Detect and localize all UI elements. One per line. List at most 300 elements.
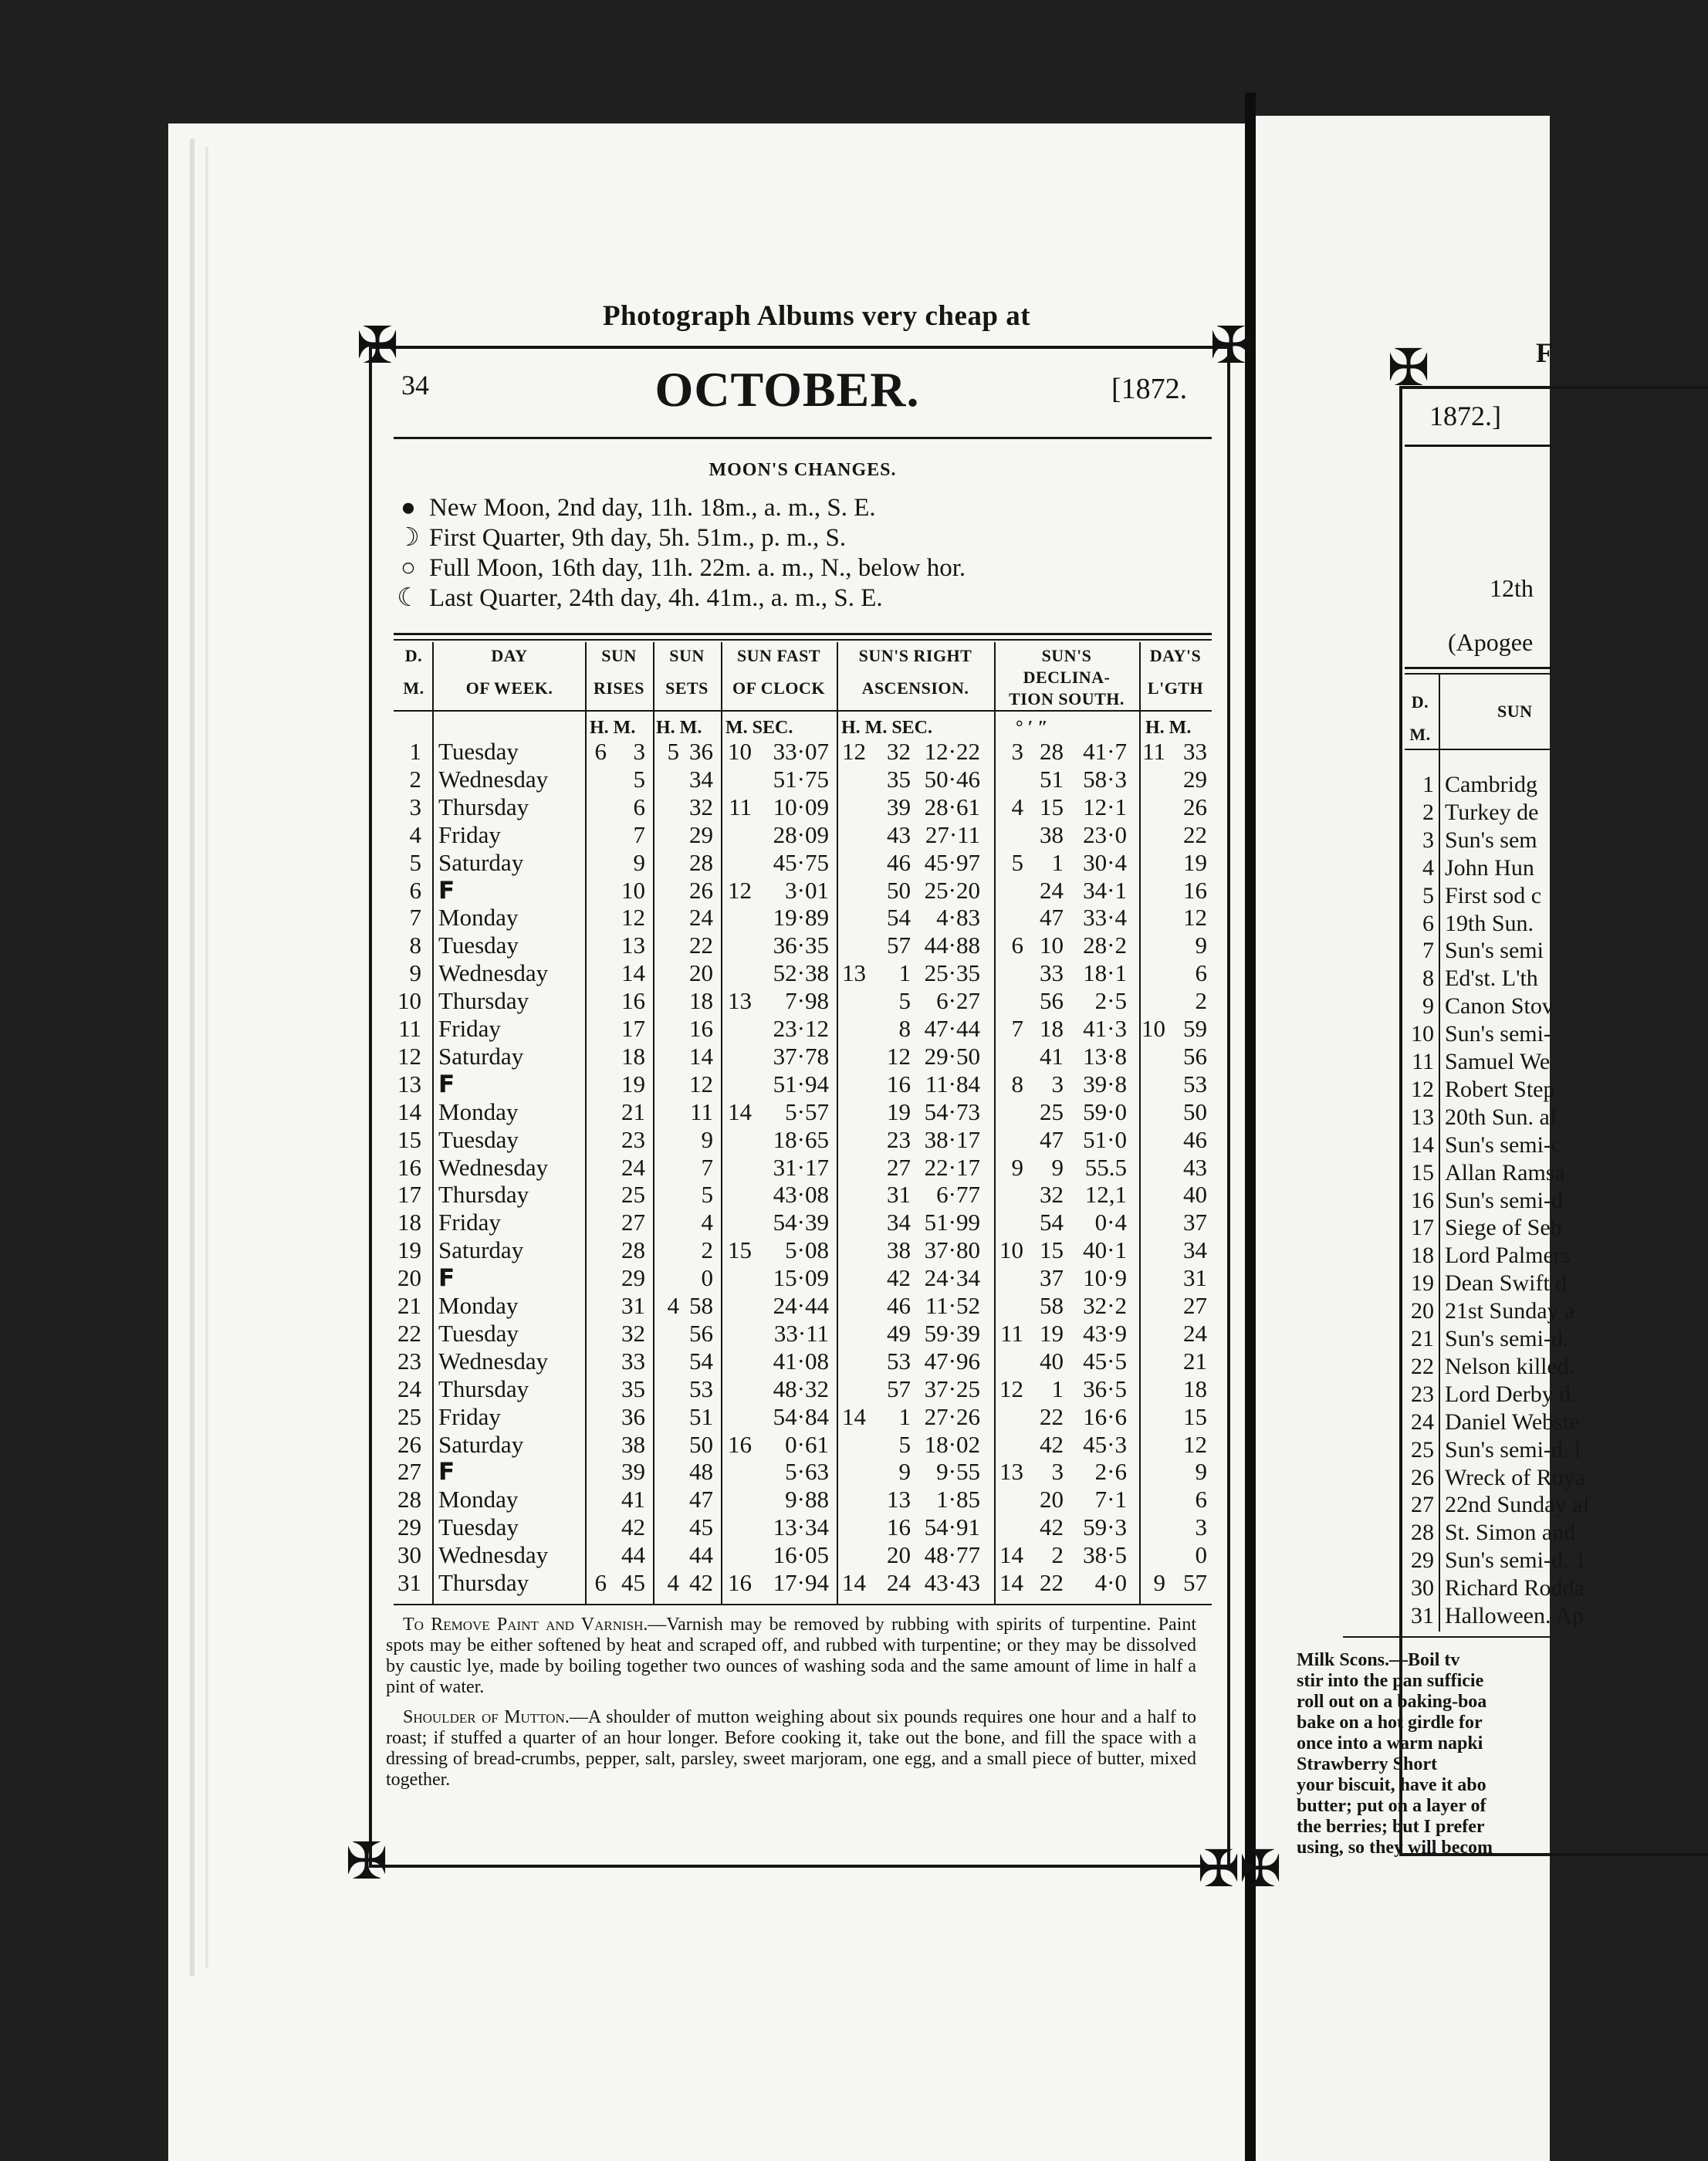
cell-dec-seconds: 13·8 — [1083, 1042, 1127, 1070]
cell-ra-minute: 38 — [887, 1236, 911, 1264]
cell-dec-seconds: 23·0 — [1083, 820, 1127, 848]
cell-dec-minutes: 38 — [1040, 820, 1064, 848]
cross-ornament-icon: ✠ — [345, 1834, 388, 1890]
cell-day-of-month: 24 — [397, 1375, 421, 1402]
col-header-right-ascension: SUN'S RIGHT ASCENSION. — [858, 646, 972, 698]
right-day-number: 24 — [1411, 1409, 1434, 1435]
cell-day-of-month: 7 — [409, 904, 421, 932]
cell-fast-seconds: 24·44 — [773, 1292, 829, 1319]
cell-ra-minute: 5 — [898, 1430, 911, 1458]
cell-rise-minute: 27 — [621, 1209, 645, 1236]
cell-set-minute: 7 — [701, 1153, 713, 1181]
cell-dec-seconds: 18·1 — [1083, 959, 1127, 987]
cell-length-minutes: 12 — [1183, 1430, 1207, 1458]
cell-length-minutes: 21 — [1183, 1347, 1207, 1375]
cell-set-minute: 18 — [689, 987, 713, 1015]
right-day-number: 2 — [1422, 799, 1434, 825]
cell-ra-minute: 1 — [898, 1402, 911, 1430]
cell-ra-minute: 57 — [887, 932, 911, 959]
cell-day-of-month: 27 — [397, 1458, 421, 1486]
cell-dec-seconds: 41·3 — [1083, 1015, 1127, 1042]
cell-rise-minute: 7 — [633, 820, 645, 848]
cell-day-of-month: 4 — [409, 820, 421, 848]
right-day-number: 4 — [1422, 854, 1434, 881]
cell-ra-seconds: 54·91 — [924, 1513, 980, 1541]
cell-day-of-month: 22 — [397, 1319, 421, 1347]
new-moon-icon: ● — [401, 494, 416, 522]
moon-phase-row — [395, 554, 966, 582]
right-note-line: using, so they will becom — [1297, 1838, 1493, 1858]
subheader-right-ascension: H. M. SEC. — [841, 718, 933, 738]
cell-ra-minute: 32 — [887, 738, 911, 765]
cell-rise-hour: 6 — [594, 738, 607, 765]
cell-day-of-week: F — [438, 1458, 455, 1486]
cell-set-minute: 5 — [701, 1181, 713, 1209]
cell-rise-minute: 24 — [621, 1153, 645, 1181]
note-text: —Varnish may be removed by rubbing with spirits of turpentine. Paint spots may be either softened by heat and scraped off, and rubbed with turpentine; or they may be dissolved by caustic lye, made by boiling together two ounces of washing soda and the same amount of lime in half a pint of water. — [386, 1615, 1196, 1697]
right-col-header-dm: D. M. — [1409, 692, 1431, 744]
cell-ra-seconds: 50·46 — [924, 765, 980, 793]
right-event-text: Sun's semi-d. l — [1445, 1436, 1581, 1463]
right-column-divider — [1439, 675, 1440, 1632]
cell-ra-hour: 12 — [842, 738, 866, 765]
cell-dec-minutes: 15 — [1040, 1236, 1064, 1264]
cell-ra-seconds: 6·27 — [936, 987, 980, 1015]
cell-ra-seconds: 18·02 — [924, 1430, 980, 1458]
cell-ra-seconds: 48·77 — [924, 1541, 980, 1569]
cell-rise-minute: 16 — [621, 987, 645, 1015]
cell-dec-seconds: 51·0 — [1083, 1125, 1127, 1153]
right-day-number: 30 — [1411, 1575, 1434, 1601]
right-day-number: 10 — [1411, 1021, 1434, 1047]
right-note-line: the berries; but I prefer — [1297, 1817, 1485, 1837]
subheader-declination: ° ′ ″ — [1016, 718, 1048, 738]
cell-length-minutes: 26 — [1183, 793, 1207, 820]
cell-fast-seconds: 9·88 — [785, 1486, 829, 1513]
cell-length-minutes: 0 — [1195, 1541, 1207, 1569]
cell-ra-seconds: 37·25 — [924, 1375, 980, 1402]
cell-dec-seconds: 32·2 — [1083, 1292, 1127, 1319]
cell-rise-minute: 6 — [633, 793, 645, 820]
cell-set-minute: 45 — [689, 1513, 713, 1541]
cell-rise-minute: 5 — [633, 765, 645, 793]
cell-dec-minutes: 40 — [1040, 1347, 1064, 1375]
cell-dec-seconds: 2·5 — [1094, 987, 1127, 1015]
cell-day-of-week: Thursday — [438, 987, 529, 1015]
cell-dec-seconds: 38·5 — [1083, 1541, 1127, 1569]
cell-rise-minute: 31 — [621, 1292, 645, 1319]
right-event-text: Nelson killed. — [1445, 1353, 1575, 1379]
right-day-number: 31 — [1411, 1603, 1434, 1628]
cell-dec-degrees: 6 — [1011, 932, 1023, 959]
page-number: 34 — [401, 370, 429, 401]
cell-dec-seconds: 10·9 — [1083, 1264, 1127, 1292]
cell-ra-minute: 19 — [887, 1097, 911, 1125]
cell-dec-minutes: 24 — [1040, 876, 1064, 904]
right-event-text: Robert Step — [1445, 1076, 1555, 1102]
cell-ra-seconds: 59·39 — [924, 1319, 980, 1347]
cell-dec-degrees: 11 — [1000, 1319, 1023, 1347]
right-col-header-sun: SUN — [1497, 702, 1533, 721]
cell-rise-minute: 41 — [621, 1486, 645, 1513]
cell-set-minute: 20 — [689, 959, 713, 987]
cell-ra-seconds: 47·96 — [924, 1347, 980, 1375]
moon-phase-row — [395, 524, 846, 552]
cell-dec-minutes: 56 — [1040, 987, 1064, 1015]
cell-fast-seconds: 18·65 — [773, 1125, 829, 1153]
right-day-number: 23 — [1411, 1381, 1434, 1407]
cell-set-minute: 29 — [689, 820, 713, 848]
cell-dec-minutes: 42 — [1040, 1430, 1064, 1458]
cell-dec-degrees: 14 — [999, 1541, 1023, 1569]
cell-dec-minutes: 32 — [1040, 1181, 1064, 1209]
cell-ra-minute: 1 — [898, 959, 911, 987]
cell-ra-minute: 16 — [887, 1513, 911, 1541]
cell-length-minutes: 37 — [1183, 1209, 1207, 1236]
cell-day-of-month: 13 — [397, 1070, 421, 1097]
right-day-number: 16 — [1411, 1187, 1434, 1213]
right-note-line: once into a warm napki — [1297, 1733, 1483, 1753]
right-header-rule — [1405, 749, 1551, 750]
cell-length-minutes: 19 — [1183, 848, 1207, 876]
cell-fast-seconds: 0·61 — [785, 1430, 829, 1458]
cell-dec-seconds: 33·4 — [1083, 904, 1127, 932]
cell-rise-minute: 39 — [621, 1458, 645, 1486]
cell-dec-minutes: 22 — [1040, 1402, 1064, 1430]
cell-rise-minute: 3 — [633, 738, 645, 765]
cell-dec-degrees: 14 — [999, 1569, 1023, 1596]
right-day-number: 9 — [1422, 993, 1434, 1020]
cell-rise-minute: 9 — [633, 848, 645, 876]
household-notes — [386, 1615, 1196, 1800]
right-note-line: bake on a hot girdle for — [1297, 1713, 1483, 1733]
cell-rise-minute: 10 — [621, 876, 645, 904]
cell-length-minutes: 43 — [1183, 1153, 1207, 1181]
cell-dec-degrees: 10 — [999, 1236, 1023, 1264]
cell-set-minute: 54 — [689, 1347, 713, 1375]
cell-day-of-week: Friday — [438, 820, 501, 848]
right-note-line: Milk Scons.—Boil tv — [1297, 1650, 1460, 1670]
cell-ra-minute: 49 — [887, 1319, 911, 1347]
cell-day-of-week: Tuesday — [438, 738, 519, 765]
cell-set-minute: 32 — [689, 793, 713, 820]
cell-day-of-month: 26 — [397, 1430, 421, 1458]
cell-rise-minute: 14 — [621, 959, 645, 987]
cell-length-minutes: 12 — [1183, 904, 1207, 932]
cell-day-of-week: Friday — [438, 1209, 501, 1236]
right-event-text: 21st Sunday a — [1445, 1298, 1575, 1324]
cell-fast-minute: 12 — [728, 876, 752, 904]
cell-set-minute: 14 — [689, 1042, 713, 1070]
right-day-number: 12 — [1411, 1076, 1434, 1102]
right-event-text: St. Simon and — [1445, 1520, 1576, 1546]
cell-ra-minute: 34 — [887, 1209, 911, 1236]
right-event-text: Lord Palmers — [1445, 1243, 1571, 1269]
right-day-number: 7 — [1422, 938, 1434, 964]
cell-dec-minutes: 42 — [1040, 1513, 1064, 1541]
title-rule — [394, 437, 1212, 439]
cell-day-of-month: 15 — [397, 1125, 421, 1153]
cell-length-minutes: 56 — [1183, 1042, 1207, 1070]
cell-dec-seconds: 43·9 — [1083, 1319, 1127, 1347]
right-day-number: 19 — [1411, 1270, 1434, 1297]
cell-day-of-month: 5 — [409, 848, 421, 876]
moon-phase-text: New Moon, 2nd day, 11h. 18m., a. m., S. E. — [429, 494, 876, 522]
cell-set-minute: 42 — [689, 1569, 713, 1596]
cell-dec-seconds: 30·4 — [1083, 848, 1127, 876]
cell-set-hour: 4 — [667, 1569, 679, 1596]
cell-length-minutes: 53 — [1183, 1070, 1207, 1097]
cell-day-of-week: Monday — [438, 1292, 519, 1319]
cell-day-of-month: 19 — [397, 1236, 421, 1264]
cell-rise-minute: 18 — [621, 1042, 645, 1070]
cell-ra-seconds: 37·80 — [924, 1236, 980, 1264]
cell-length-minutes: 18 — [1183, 1375, 1207, 1402]
cell-dec-minutes: 3 — [1051, 1070, 1064, 1097]
cell-dec-seconds: 45·5 — [1083, 1347, 1127, 1375]
cell-rise-minute: 42 — [621, 1513, 645, 1541]
cell-dec-minutes: 28 — [1040, 738, 1064, 765]
cell-day-of-week: Saturday — [438, 848, 524, 876]
note-text: —A shoulder of mutton weighing about six pounds requires one hour and a half to roast; if stuffed a quarter of an hour longer. Before cooking it, take out the bone, and fill the space with a dressing of bread-crumbs, pepper, salt, parsley, sweet marjoram, one egg, and a small piece of butter, mixed together. — [386, 1707, 1196, 1790]
cell-set-minute: 12 — [689, 1070, 713, 1097]
cell-day-of-month: 12 — [397, 1042, 421, 1070]
cell-dec-degrees: 8 — [1011, 1070, 1023, 1097]
right-day-number: 17 — [1411, 1215, 1434, 1241]
cell-ra-minute: 43 — [887, 820, 911, 848]
cell-dec-seconds: 16·6 — [1083, 1402, 1127, 1430]
cell-set-minute: 36 — [689, 738, 713, 765]
cell-dec-seconds: 45·3 — [1083, 1430, 1127, 1458]
cell-dec-minutes: 9 — [1051, 1153, 1064, 1181]
cell-fast-seconds: 15·09 — [773, 1264, 829, 1292]
cell-day-of-month: 6 — [409, 876, 421, 904]
cross-ornament-icon: ✠ — [1209, 318, 1253, 374]
cell-ra-minute: 20 — [887, 1541, 911, 1569]
cell-fast-seconds: 54·39 — [773, 1209, 829, 1236]
cell-ra-seconds: 25·20 — [924, 876, 980, 904]
right-event-text: Siege of Seb — [1445, 1215, 1562, 1241]
right-year-label: 1872.] — [1429, 401, 1501, 431]
table-top-rule — [394, 639, 1212, 641]
cell-dec-seconds: 0·4 — [1094, 1209, 1127, 1236]
col-header-sunset: SUN SETS — [665, 646, 709, 698]
cell-ra-seconds: 27·11 — [925, 820, 980, 848]
cell-day-of-month: 3 — [409, 793, 421, 820]
cell-length-hours: 9 — [1153, 1569, 1165, 1596]
cell-day-of-week: Wednesday — [438, 1347, 549, 1375]
cell-length-minutes: 9 — [1195, 932, 1207, 959]
cell-day-of-month: 2 — [409, 765, 421, 793]
right-event-text: Turkey de — [1445, 799, 1539, 825]
cell-dec-seconds: 7·1 — [1094, 1486, 1127, 1513]
cell-dec-minutes: 25 — [1040, 1097, 1064, 1125]
moon-changes-title: MOON'S CHANGES. — [709, 460, 897, 480]
cell-rise-minute: 32 — [621, 1319, 645, 1347]
cell-set-minute: 4 — [701, 1209, 713, 1236]
right-day-number: 13 — [1411, 1104, 1434, 1130]
cell-ra-seconds: 29·50 — [924, 1042, 980, 1070]
cell-fast-seconds: 13·34 — [773, 1513, 829, 1541]
cell-dec-degrees: 7 — [1011, 1015, 1023, 1042]
cell-rise-minute: 38 — [621, 1430, 645, 1458]
cell-day-of-week: Thursday — [438, 793, 529, 820]
cell-dec-minutes: 51 — [1040, 765, 1064, 793]
cell-day-of-week: Thursday — [438, 1181, 529, 1209]
col-header-day: DAY OF WEEK. — [465, 646, 553, 698]
cell-day-of-week: Thursday — [438, 1375, 529, 1402]
cell-dec-seconds: 12,1 — [1084, 1181, 1127, 1209]
right-event-text: Richard Rodda — [1445, 1575, 1585, 1601]
cell-dec-minutes: 1 — [1051, 1375, 1064, 1402]
right-day-number: 5 — [1422, 882, 1434, 908]
cell-fast-seconds: 3·01 — [785, 876, 829, 904]
cell-dec-minutes: 47 — [1040, 904, 1064, 932]
cell-length-minutes: 6 — [1195, 959, 1207, 987]
cell-dec-degrees: 5 — [1011, 848, 1023, 876]
cell-dec-degrees: 9 — [1011, 1153, 1023, 1181]
year-label: [1872. — [1111, 373, 1188, 405]
moon-phase-text: Full Moon, 16th day, 11h. 22m. a. m., N., below hor. — [429, 554, 966, 582]
right-event-text: Lord Derby d. — [1445, 1381, 1577, 1407]
cell-rise-minute: 23 — [621, 1125, 645, 1153]
cell-set-hour: 5 — [667, 738, 679, 765]
right-event-text: Sun's semi- — [1445, 1021, 1551, 1047]
right-event-text: Cambridg — [1445, 772, 1537, 797]
cell-fast-minute: 16 — [728, 1569, 752, 1596]
cell-dec-degrees: 4 — [1011, 793, 1023, 820]
right-event-text: Dean Swift d — [1445, 1270, 1568, 1297]
cell-ra-minute: 42 — [887, 1264, 911, 1292]
cell-dec-minutes: 37 — [1040, 1264, 1064, 1292]
right-day-number: 29 — [1411, 1547, 1434, 1574]
cell-ra-minute: 9 — [898, 1458, 911, 1486]
moon-phase-row — [395, 494, 876, 522]
cell-dec-degrees: 12 — [999, 1375, 1023, 1402]
cell-ra-minute: 53 — [887, 1347, 911, 1375]
right-event-text: Wreck of Roya — [1445, 1464, 1586, 1490]
right-day-number: 25 — [1411, 1436, 1434, 1463]
cell-set-minute: 9 — [701, 1125, 713, 1153]
cell-fast-minute: 11 — [729, 793, 752, 820]
cell-dec-degrees: 3 — [1011, 738, 1023, 765]
cell-day-of-week: Saturday — [438, 1042, 524, 1070]
cell-ra-minute: 24 — [887, 1569, 911, 1596]
cell-day-of-week: Wednesday — [438, 1541, 549, 1569]
cell-length-minutes: 22 — [1183, 820, 1207, 848]
cell-ra-minute: 5 — [898, 987, 911, 1015]
cell-day-of-week: F — [438, 876, 455, 905]
cross-ornament-icon: ✠ — [356, 318, 399, 374]
cell-day-of-week: Monday — [438, 1486, 519, 1513]
first-quarter-icon: ☽ — [397, 524, 420, 552]
cell-fast-seconds: 37·78 — [773, 1042, 829, 1070]
cell-fast-minute: 15 — [728, 1236, 752, 1264]
cell-dec-minutes: 1 — [1051, 848, 1064, 876]
cell-day-of-week: Friday — [438, 1015, 501, 1042]
right-header-fragment: F — [1536, 337, 1553, 368]
right-day-number: 20 — [1411, 1298, 1434, 1324]
cell-day-of-week: Wednesday — [438, 1153, 549, 1181]
cell-set-minute: 47 — [689, 1486, 713, 1513]
col-header-day-length: DAY'S L'GTH — [1147, 646, 1204, 698]
cell-fast-seconds: 5·63 — [785, 1458, 829, 1486]
right-event-text: Canon Stov — [1445, 993, 1554, 1020]
right-bottom-rule — [1343, 1636, 1551, 1638]
note-title: Shoulder of Mutton. — [403, 1707, 570, 1727]
cell-rise-minute: 44 — [621, 1541, 645, 1569]
cell-ra-seconds: 11·84 — [925, 1070, 980, 1097]
cell-rise-minute: 13 — [621, 932, 645, 959]
cell-fast-minute: 10 — [728, 738, 752, 765]
cell-ra-minute: 8 — [898, 1015, 911, 1042]
column-divider — [432, 642, 434, 1604]
cell-length-minutes: 46 — [1183, 1125, 1207, 1153]
cell-day-of-month: 16 — [397, 1153, 421, 1181]
cell-rise-minute: 35 — [621, 1375, 645, 1402]
cell-ra-seconds: 44·88 — [924, 932, 980, 959]
cross-ornament-icon: ✠ — [1387, 340, 1430, 397]
cell-set-minute: 44 — [689, 1541, 713, 1569]
cell-day-of-month: 21 — [397, 1292, 421, 1319]
cell-dec-minutes: 54 — [1040, 1209, 1064, 1236]
cell-dec-seconds: 12·1 — [1083, 793, 1127, 820]
cell-fast-seconds: 23·12 — [773, 1015, 829, 1042]
cell-dec-minutes: 10 — [1040, 932, 1064, 959]
cell-ra-seconds: 22·17 — [924, 1153, 980, 1181]
cross-ornament-icon: ✠ — [1197, 1841, 1240, 1898]
right-event-text: Ed'st. L'th — [1445, 966, 1538, 992]
right-event-text: Sun's semi-d. 1 — [1445, 1547, 1586, 1574]
cell-day-of-week: Monday — [438, 904, 519, 932]
cell-ra-minute: 50 — [887, 876, 911, 904]
right-table-rule — [1405, 667, 1551, 669]
month-title: OCTOBER. — [654, 362, 920, 417]
cell-ra-hour: 14 — [842, 1569, 866, 1596]
cell-ra-seconds: 1·85 — [936, 1486, 980, 1513]
cell-dec-seconds: 58·3 — [1083, 765, 1127, 793]
cell-fast-seconds: 19·89 — [773, 904, 829, 932]
cell-length-minutes: 31 — [1183, 1264, 1207, 1292]
cell-day-of-week: Tuesday — [438, 932, 519, 959]
cell-day-of-month: 29 — [397, 1513, 421, 1541]
col-header-dm: D. M. — [403, 646, 424, 698]
cell-day-of-week: Tuesday — [438, 1513, 519, 1541]
cell-length-minutes: 59 — [1183, 1015, 1207, 1042]
moon-phase-text: First Quarter, 9th day, 5h. 51m., p. m., S. — [429, 524, 847, 552]
cell-length-hours: 11 — [1142, 738, 1165, 765]
cell-dec-minutes: 47 — [1040, 1125, 1064, 1153]
cell-length-minutes: 27 — [1183, 1292, 1207, 1319]
cell-length-minutes: 9 — [1195, 1458, 1207, 1486]
cell-fast-seconds: 33·11 — [773, 1319, 829, 1347]
cell-length-minutes: 6 — [1195, 1486, 1207, 1513]
cell-day-of-month: 8 — [409, 932, 421, 959]
page-edge — [190, 139, 194, 1976]
right-event-text: First sod c — [1445, 882, 1542, 908]
cell-rise-minute: 29 — [621, 1264, 645, 1292]
cell-dec-seconds: 34·1 — [1083, 876, 1127, 904]
cell-fast-seconds: 5·57 — [785, 1097, 829, 1125]
cell-length-minutes: 33 — [1183, 738, 1207, 765]
note-paragraph — [386, 1707, 1196, 1791]
cell-length-minutes: 16 — [1183, 876, 1207, 904]
cell-set-minute: 51 — [689, 1402, 713, 1430]
cell-dec-degrees: 13 — [999, 1458, 1023, 1486]
cell-rise-minute: 36 — [621, 1402, 645, 1430]
cell-fast-seconds: 16·05 — [773, 1541, 829, 1569]
last-quarter-icon: ☾ — [397, 584, 420, 612]
